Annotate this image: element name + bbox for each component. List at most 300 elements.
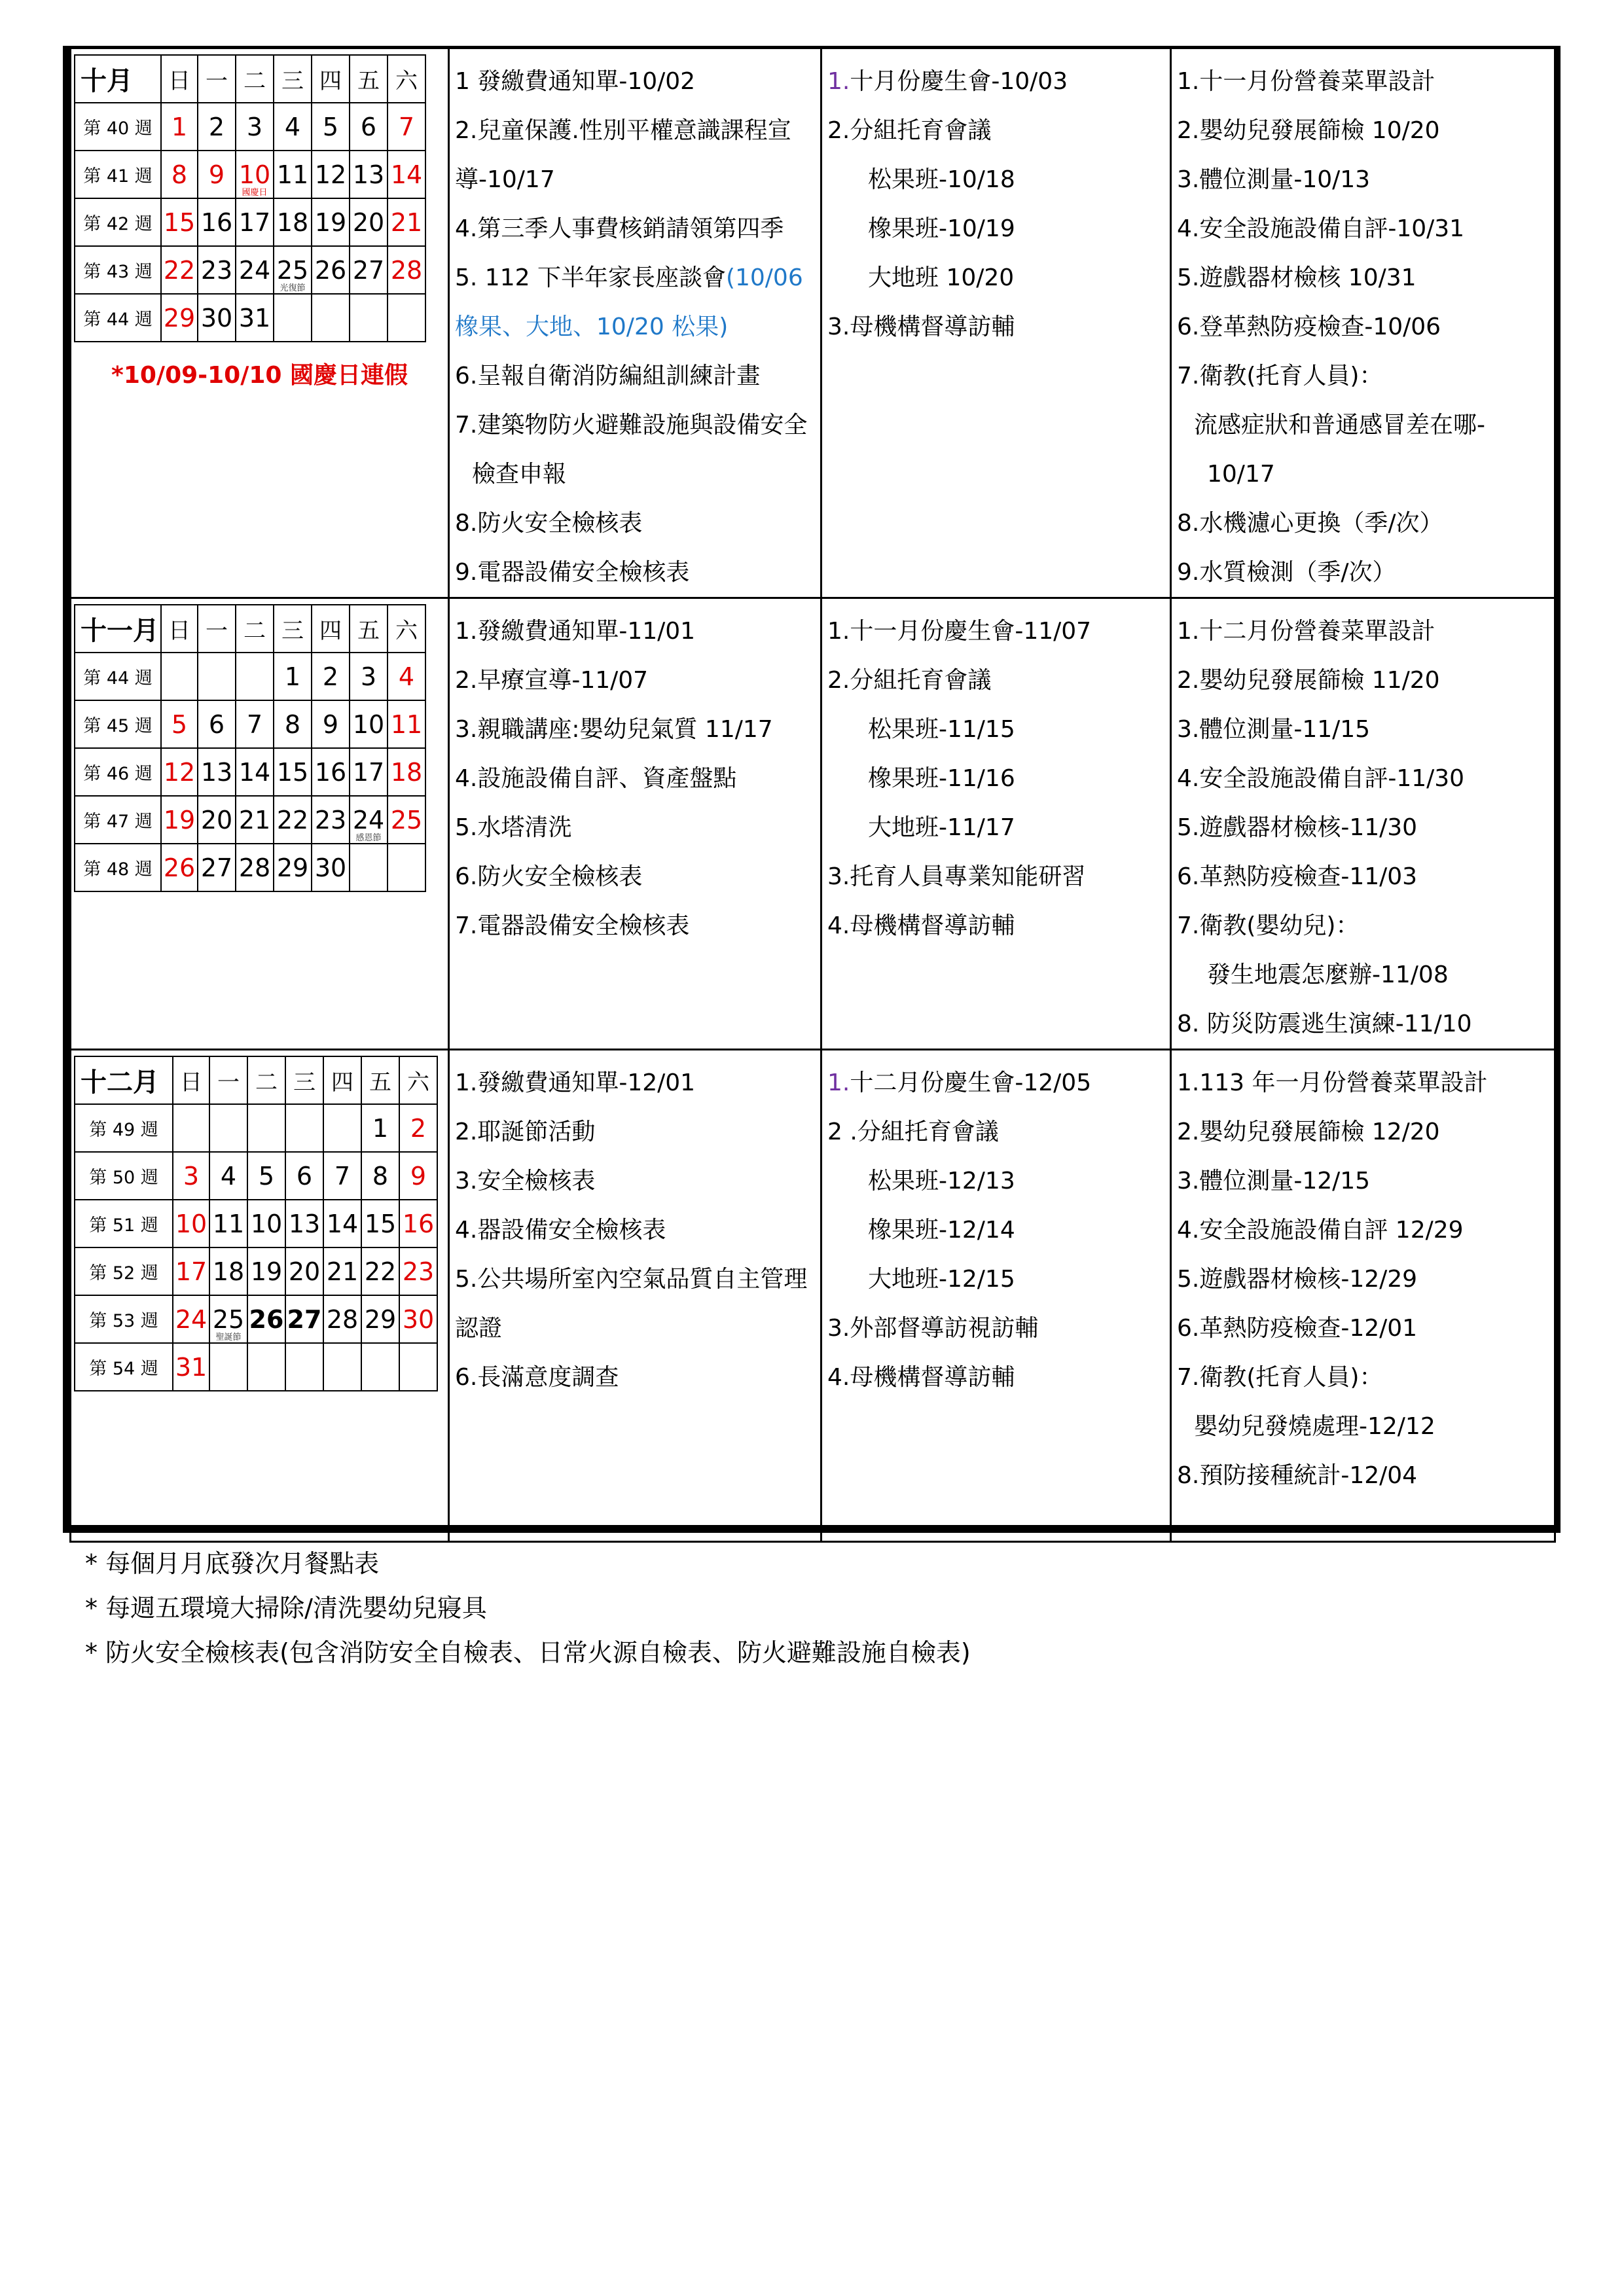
task-item <box>455 351 820 401</box>
day-cell <box>312 748 350 796</box>
day-cell <box>399 1343 437 1391</box>
day-cell <box>209 1104 247 1152</box>
day-cell <box>198 653 236 700</box>
day-cell <box>312 103 350 151</box>
day-number: 15 <box>276 757 309 787</box>
task-item <box>827 607 1170 656</box>
day-cell <box>274 151 312 198</box>
day-cell <box>285 1200 323 1247</box>
item-text: 4.第三季人事費核銷請領第四季 <box>455 215 784 242</box>
item-text: 1.113 年一月份營養菜單設計 <box>1177 1069 1488 1096</box>
day-cell <box>198 103 236 151</box>
item-text: 7.衛教(嬰幼兒)： <box>1177 912 1360 939</box>
item-text: 3.體位測量-11/15 <box>1177 716 1371 743</box>
day-cell <box>209 1343 247 1391</box>
day-cell <box>399 1247 437 1295</box>
item-text: 橡果班-11/16 <box>868 765 1015 792</box>
week-row <box>75 1343 437 1391</box>
week-label: 第 45 週 <box>75 700 161 748</box>
week-label: 第 50 週 <box>75 1152 173 1200</box>
task-item <box>1177 1304 1554 1353</box>
task-item <box>1177 548 1554 597</box>
day-number: 11 <box>212 1209 245 1238</box>
day-number: 13 <box>352 160 385 189</box>
week-label: 第 41 週 <box>75 151 161 198</box>
day-number: 30 <box>402 1304 435 1334</box>
task-item <box>1177 155 1554 204</box>
task-item <box>827 106 1170 155</box>
item-text: 2.嬰幼兒發展篩檢 11/20 <box>1177 667 1440 694</box>
day-number: 3 <box>360 662 377 691</box>
week-row <box>75 151 425 198</box>
item-text: 4.安全設施設備自評-10/31 <box>1177 215 1465 242</box>
day-cell <box>161 246 198 294</box>
day-cell <box>361 1343 399 1391</box>
day-number: 14 <box>390 160 423 189</box>
day-number: 20 <box>288 1257 321 1286</box>
task-item <box>827 1157 1170 1206</box>
item-text: 5.遊戲器材檢核 10/31 <box>1177 264 1416 291</box>
day-cell <box>236 844 274 891</box>
footer-notes <box>85 1541 971 1675</box>
day-cell <box>350 700 388 748</box>
day-cell <box>388 653 425 700</box>
task-item <box>827 754 1170 803</box>
item-text: 9.水質檢測（季/次） <box>1177 559 1396 586</box>
task-item <box>455 1058 820 1107</box>
day-cell <box>198 700 236 748</box>
day-cell <box>350 294 388 342</box>
day-number: 29 <box>163 303 196 332</box>
item-text: 3.安全檢核表 <box>455 1168 596 1194</box>
week-label: 第 43 週 <box>75 246 161 294</box>
calendar-cell <box>71 598 449 1050</box>
task-item <box>455 754 820 803</box>
day-cell <box>312 796 350 844</box>
item-text: 5. 112 下半年家長座談會 <box>455 264 726 291</box>
week-label: 第 53 週 <box>75 1295 173 1343</box>
task-item <box>1177 450 1554 499</box>
item-text: 1 發繳費通知單-10/02 <box>455 68 696 95</box>
day-cell <box>399 1152 437 1200</box>
item-text: 9.電器設備安全檢核表 <box>455 559 690 586</box>
item-text: 嬰幼兒發燒處理-12/12 <box>1194 1413 1435 1440</box>
day-number: 16 <box>314 757 347 787</box>
task-item <box>1177 901 1554 950</box>
task-item <box>455 499 820 548</box>
month-calendar <box>74 604 426 892</box>
day-number: 1 <box>171 112 188 141</box>
day-cell <box>198 294 236 342</box>
task-column-3 <box>1171 48 1555 598</box>
item-text: 1.十一月份營養菜單設計 <box>1177 68 1435 95</box>
task-item <box>455 803 820 852</box>
day-number: 16 <box>200 207 233 237</box>
day-cell <box>312 246 350 294</box>
day-number: 31 <box>175 1352 208 1382</box>
task-item <box>455 155 820 204</box>
day-cell <box>161 653 198 700</box>
day-cell <box>274 103 312 151</box>
week-row <box>75 796 425 844</box>
item-text: 4.母機構督導訪輔 <box>827 1364 1015 1391</box>
item-text: 7.建築物防火避難設施與設備安全 <box>455 412 808 439</box>
task-item <box>827 1058 1170 1107</box>
day-cell <box>323 1295 361 1343</box>
day-number: 27 <box>352 255 385 285</box>
day-cell <box>350 653 388 700</box>
item-text: 7.衛教(托育人員)： <box>1177 363 1383 389</box>
calendar-header-row <box>75 1056 437 1104</box>
task-column-2 <box>821 48 1171 598</box>
day-cell <box>274 653 312 700</box>
day-number: 1 <box>372 1113 389 1143</box>
item-text: 3.親職講座:嬰幼兒氣質 11/17 <box>455 716 773 743</box>
week-row <box>75 653 425 700</box>
day-cell <box>361 1200 399 1247</box>
task-item <box>827 1353 1170 1402</box>
day-cell <box>388 151 425 198</box>
item-text: 認證 <box>455 1315 503 1342</box>
item-text: 5.遊戲器材檢核-11/30 <box>1177 814 1418 841</box>
task-item <box>455 1304 820 1353</box>
day-number: 19 <box>163 805 196 834</box>
day-cell <box>161 294 198 342</box>
day-cell <box>236 198 274 246</box>
week-row <box>75 700 425 748</box>
item-text: 1.發繳費通知單-11/01 <box>455 618 696 645</box>
day-number: 9 <box>410 1161 427 1191</box>
day-number: 21 <box>390 207 423 237</box>
day-number: 29 <box>276 853 309 882</box>
task-item <box>455 1157 820 1206</box>
day-cell <box>388 294 425 342</box>
weekday-header: 六 <box>399 1056 437 1104</box>
month-calendar <box>74 1056 438 1391</box>
day-number: 1 <box>284 662 301 691</box>
item-text: 7.衛教(托育人員)： <box>1177 1364 1383 1391</box>
item-text: 8.預防接種統計-12/04 <box>1177 1462 1418 1489</box>
task-item <box>455 852 820 901</box>
task-item <box>455 253 820 302</box>
day-cell <box>236 653 274 700</box>
item-text: 5.遊戲器材檢核-12/29 <box>1177 1266 1418 1293</box>
item-text: 3.外部督導訪視訪輔 <box>827 1315 1039 1342</box>
holiday-label: 光復節 <box>280 283 306 293</box>
month-calendar <box>74 54 426 342</box>
task-item <box>827 852 1170 901</box>
day-cell <box>161 796 198 844</box>
task-column-3 <box>1171 598 1555 1050</box>
day-cell <box>209 1247 247 1295</box>
day-number: 2 <box>410 1113 427 1143</box>
day-number: 26 <box>163 853 196 882</box>
day-number: 20 <box>352 207 385 237</box>
day-cell <box>388 796 425 844</box>
day-cell <box>274 294 312 342</box>
day-number: 18 <box>276 207 309 237</box>
week-label: 第 44 週 <box>75 653 161 700</box>
item-text: 橡果班-10/19 <box>868 215 1015 242</box>
day-number: 30 <box>200 303 233 332</box>
task-column-1 <box>449 48 821 598</box>
item-text: 2.分組托育會議 <box>827 117 992 144</box>
item-highlight: (10/06 <box>725 264 803 291</box>
day-number: 16 <box>402 1209 435 1238</box>
week-row <box>75 103 425 151</box>
day-number: 13 <box>200 757 233 787</box>
weekday-header: 三 <box>274 55 312 103</box>
day-number: 4 <box>220 1161 237 1191</box>
task-item <box>827 1206 1170 1255</box>
task-item <box>1177 1157 1554 1206</box>
task-item <box>455 656 820 705</box>
week-label: 第 42 週 <box>75 198 161 246</box>
weekday-header: 四 <box>312 55 350 103</box>
item-text: 6.登革熱防疫檢查-10/06 <box>1177 314 1441 340</box>
week-row <box>75 1295 437 1343</box>
task-item <box>455 401 820 450</box>
day-cell <box>285 1247 323 1295</box>
calendar-cell <box>71 1050 449 1542</box>
day-number: 28 <box>326 1304 359 1334</box>
task-item <box>1177 1107 1554 1157</box>
day-number: 4 <box>398 662 415 691</box>
task-column-2 <box>821 1050 1171 1542</box>
day-cell <box>274 844 312 891</box>
holiday-label: 國慶日 <box>242 188 268 198</box>
item-text: 8. 防災防震逃生演練-11/10 <box>1177 1011 1472 1037</box>
task-column-1 <box>449 598 821 1050</box>
weekday-header: 三 <box>285 1056 323 1104</box>
task-item <box>455 1353 820 1402</box>
day-number: 14 <box>326 1209 359 1238</box>
task-item <box>827 1255 1170 1304</box>
day-cell <box>350 151 388 198</box>
day-cell <box>173 1152 209 1200</box>
weekday-header: 四 <box>312 605 350 653</box>
task-item <box>827 1107 1170 1157</box>
task-item <box>1177 253 1554 302</box>
day-number: 6 <box>360 112 377 141</box>
footer-line: * 每個月月底發次月餐點表 <box>85 1549 380 1578</box>
task-item <box>827 803 1170 852</box>
day-cell <box>274 246 312 294</box>
item-text: 3.體位測量-10/13 <box>1177 166 1371 193</box>
week-row <box>75 294 425 342</box>
task-item <box>455 901 820 950</box>
day-cell <box>247 1343 285 1391</box>
task-item <box>1177 705 1554 754</box>
item-text: 4.安全設施設備自評 12/29 <box>1177 1217 1464 1244</box>
day-number: 23 <box>314 805 347 834</box>
week-row <box>75 246 425 294</box>
day-cell <box>247 1152 285 1200</box>
day-number: 27 <box>287 1304 322 1334</box>
calendar-header-row <box>75 55 425 103</box>
item-text: 2.分組托育會議 <box>827 667 992 694</box>
day-number: 19 <box>250 1257 283 1286</box>
day-cell <box>236 151 274 198</box>
item-text: 6.革熱防疫檢查-11/03 <box>1177 863 1418 890</box>
day-cell <box>285 1152 323 1200</box>
week-row <box>75 844 425 891</box>
day-cell <box>361 1247 399 1295</box>
item-text: 6.呈報自衛消防編組訓練計畫 <box>455 363 761 389</box>
item-text: 4.設施設備自評、資產盤點 <box>455 765 737 792</box>
calendar-cell <box>71 48 449 598</box>
day-number: 22 <box>276 805 309 834</box>
day-cell <box>312 700 350 748</box>
day-cell <box>323 1104 361 1152</box>
task-item <box>827 253 1170 302</box>
day-cell <box>323 1152 361 1200</box>
week-label: 第 48 週 <box>75 844 161 891</box>
day-cell <box>361 1152 399 1200</box>
task-item <box>455 450 820 499</box>
day-number: 6 <box>296 1161 313 1191</box>
item-text: 4.安全設施設備自評-11/30 <box>1177 765 1465 792</box>
day-cell <box>285 1295 323 1343</box>
day-number: 10 <box>175 1209 208 1238</box>
day-cell <box>198 151 236 198</box>
weekday-header: 六 <box>388 605 425 653</box>
day-number: 24 <box>352 805 385 834</box>
day-number: 21 <box>326 1257 359 1286</box>
day-number: 30 <box>314 853 347 882</box>
day-cell <box>198 246 236 294</box>
item-text: 松果班-10/18 <box>868 166 1015 193</box>
item-text: 發生地震怎麼辦-11/08 <box>1207 961 1449 988</box>
week-row <box>75 1247 437 1295</box>
holiday-label: 聖誕節 <box>215 1333 242 1342</box>
day-number: 17 <box>352 757 385 787</box>
task-item <box>1177 852 1554 901</box>
day-number: 19 <box>314 207 347 237</box>
day-number: 12 <box>314 160 347 189</box>
day-number: 20 <box>200 805 233 834</box>
item-text: 5.公共場所室內空氣品質自主管理 <box>455 1266 808 1293</box>
day-number: 8 <box>372 1161 389 1191</box>
item-text: 3.母機構督導訪輔 <box>827 314 1015 340</box>
day-cell <box>312 294 350 342</box>
item-text: 2.早療宣導-11/07 <box>455 667 649 694</box>
item-text: 松果班-11/15 <box>868 716 1015 743</box>
item-text: 6.長滿意度調查 <box>455 1364 619 1391</box>
weekday-header: 日 <box>161 605 198 653</box>
item-text: 8.水機濾心更換（季/次） <box>1177 510 1443 537</box>
week-label: 第 51 週 <box>75 1200 173 1247</box>
weekday-header: 五 <box>350 55 388 103</box>
task-item <box>1177 1058 1554 1107</box>
weekday-header: 三 <box>274 605 312 653</box>
day-number: 9 <box>322 709 339 739</box>
weekday-header: 一 <box>209 1056 247 1104</box>
day-cell <box>236 796 274 844</box>
task-item <box>455 607 820 656</box>
task-item <box>1177 803 1554 852</box>
day-cell <box>274 796 312 844</box>
day-cell <box>361 1295 399 1343</box>
day-cell <box>161 748 198 796</box>
weekday-header: 一 <box>198 605 236 653</box>
task-item <box>827 302 1170 351</box>
day-cell <box>161 103 198 151</box>
task-item <box>827 57 1170 106</box>
day-cell <box>236 246 274 294</box>
day-cell <box>173 1104 209 1152</box>
day-number: 10 <box>352 709 385 739</box>
item-text: 2.兒童保護.性別平權意識課程宣 <box>455 117 791 144</box>
day-cell <box>173 1343 209 1391</box>
weekday-header: 六 <box>388 55 425 103</box>
day-cell <box>247 1200 285 1247</box>
task-item <box>827 155 1170 204</box>
day-number: 7 <box>246 709 263 739</box>
week-label: 第 54 週 <box>75 1343 173 1391</box>
day-number: 25 <box>276 255 309 285</box>
day-cell <box>247 1295 285 1343</box>
day-cell <box>350 246 388 294</box>
day-cell <box>285 1343 323 1391</box>
day-number: 7 <box>398 112 415 141</box>
week-label: 第 47 週 <box>75 796 161 844</box>
task-item <box>1177 999 1554 1049</box>
task-item <box>827 204 1170 253</box>
day-cell <box>247 1104 285 1152</box>
day-number: 3 <box>246 112 263 141</box>
day-cell <box>312 198 350 246</box>
day-number: 2 <box>208 112 225 141</box>
day-cell <box>388 748 425 796</box>
day-number: 26 <box>249 1304 284 1334</box>
item-text: 松果班-12/13 <box>868 1168 1015 1194</box>
item-number: 1. <box>827 68 850 95</box>
weekday-header: 四 <box>323 1056 361 1104</box>
task-item <box>1177 401 1554 450</box>
schedule-table <box>69 47 1556 1543</box>
item-text: 大地班 10/20 <box>868 264 1015 291</box>
task-item <box>1177 106 1554 155</box>
day-cell <box>236 700 274 748</box>
day-cell <box>312 653 350 700</box>
day-cell <box>388 246 425 294</box>
task-item <box>1177 950 1554 999</box>
item-text: 10/17 <box>1207 461 1275 488</box>
day-number: 24 <box>175 1304 208 1334</box>
day-cell <box>388 103 425 151</box>
month-name: 十二月 <box>75 1056 173 1104</box>
day-number: 11 <box>276 160 309 189</box>
item-text: 5.水塔清洗 <box>455 814 572 841</box>
task-item <box>1177 607 1554 656</box>
task-item <box>1177 1451 1554 1500</box>
item-text: 2 .分組托育會議 <box>827 1119 999 1145</box>
weekday-header: 二 <box>247 1056 285 1104</box>
day-number: 25 <box>212 1304 245 1334</box>
item-highlight: 橡果、大地、10/20 松果) <box>455 314 729 340</box>
day-cell <box>236 748 274 796</box>
week-label: 第 40 週 <box>75 103 161 151</box>
task-item <box>1177 1402 1554 1451</box>
item-text: 1.十一月份慶生會-11/07 <box>827 618 1092 645</box>
item-text: 4.母機構督導訪輔 <box>827 912 1015 939</box>
week-row <box>75 198 425 246</box>
day-cell <box>350 796 388 844</box>
item-text: 4.器設備安全檢核表 <box>455 1217 666 1244</box>
item-text: 3.體位測量-12/15 <box>1177 1168 1371 1194</box>
task-item <box>1177 656 1554 705</box>
